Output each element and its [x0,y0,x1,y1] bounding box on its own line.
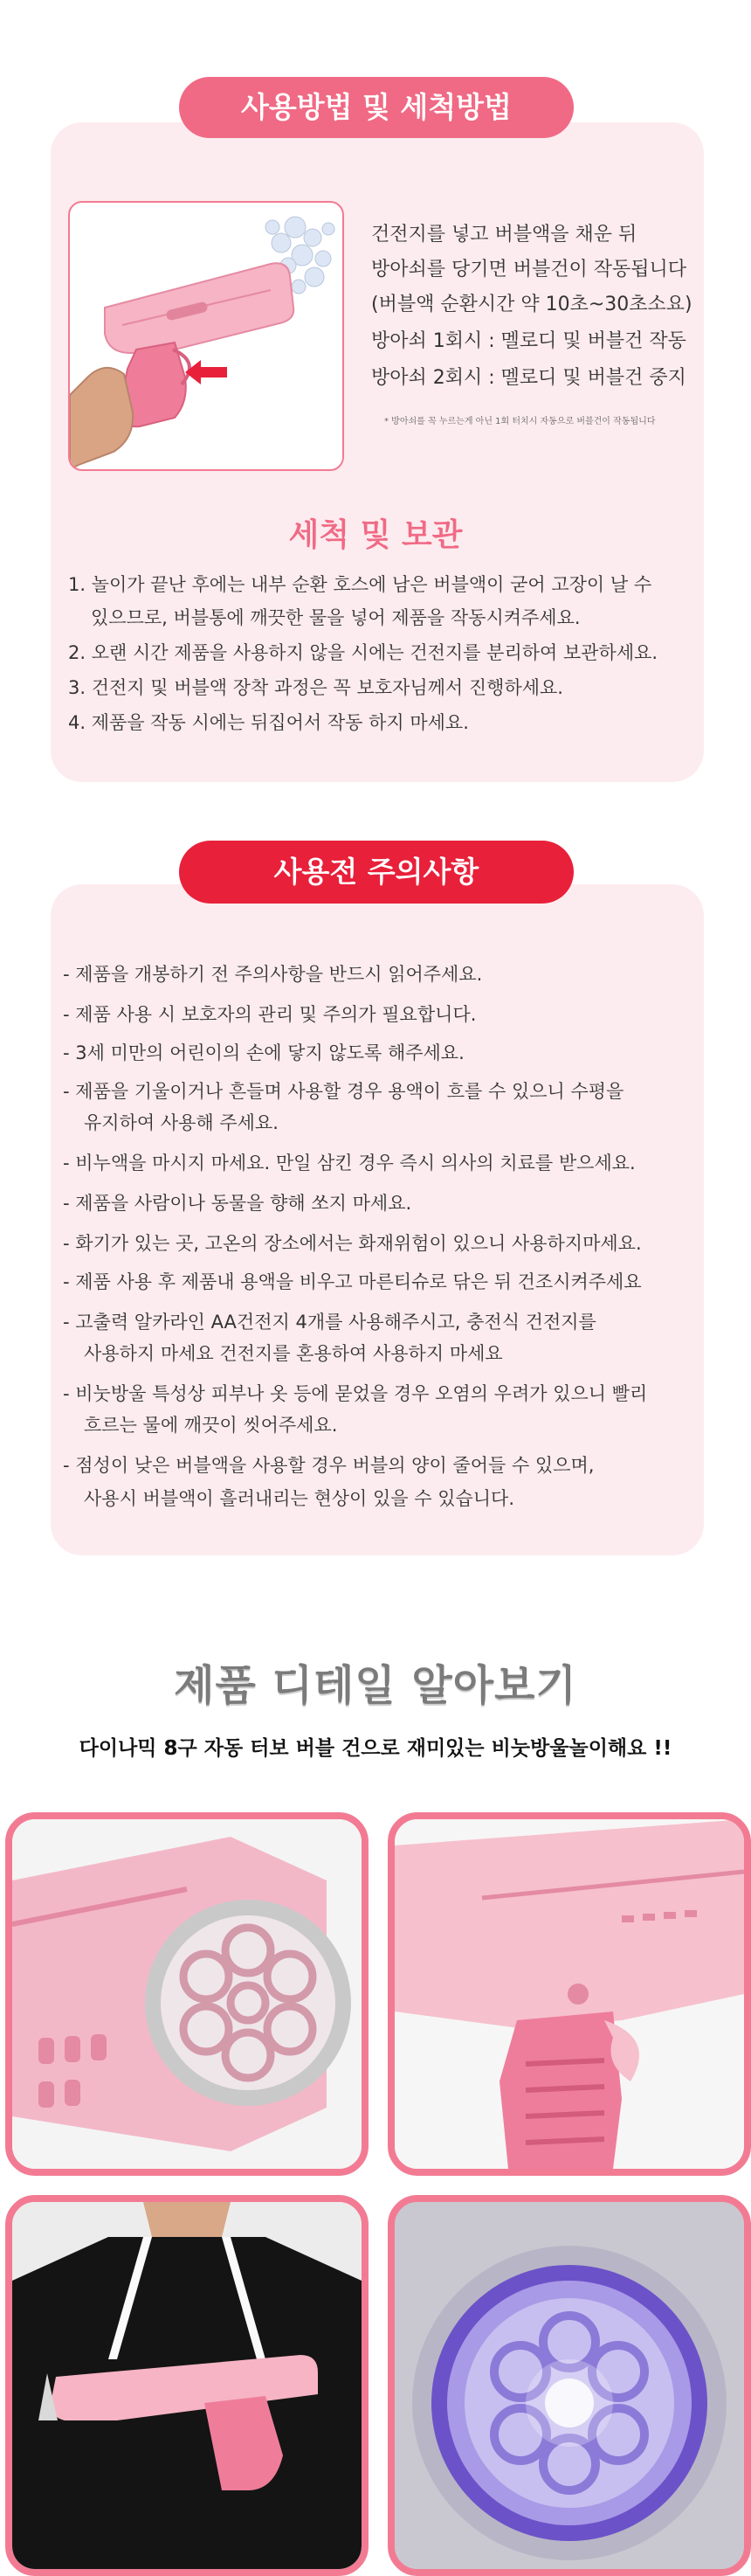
usage-note: * 방아쇠를 꼭 누르는게 아닌 1회 터치시 자동으로 버블건이 작동됩니다 [384,417,656,426]
detail-title: 제품 디테일 알아보기 [174,1661,577,1710]
caution-item: - 제품 사용 시 보호자의 관리 및 주의가 필요합니다. [63,1004,477,1025]
detail-subtitle: 다이나믹 8구 자동 터보 버블 건으로 재미있는 비눗방울놀이해요 !! [79,1737,672,1760]
usage-title: 사용방법 및 세척방법 [179,77,574,138]
usage-line: (버블액 순환시간 약 10초~30초소요) [371,294,692,315]
caution-item: - 화기가 있는 곳, 고온의 장소에서는 화재위험이 있으니 사용하지마세요. [63,1233,642,1254]
detail-photo-front [5,1812,369,2176]
clean-item: 2. 오랜 시간 제품을 사용하지 않을 시에는 건전지를 분리하여 보관하세요. [68,642,658,663]
usage-line: 방아쇠 1회시 : 멜로디 및 버블건 작동 [371,330,686,352]
usage-line: 건전지를 넣고 버블액을 채운 뒤 [371,224,637,246]
caution-item: 유지하여 사용해 주세요. [84,1112,279,1133]
usage-line: 방아쇠를 당기면 버블건이 작동됩니다 [371,259,687,280]
caution-item: - 제품을 사람이나 동물을 향해 쏘지 마세요. [63,1193,412,1214]
clean-item: 3. 건전지 및 버블액 장착 과정은 꼭 보호자님께서 진행하세요. [68,677,563,698]
caution-item: - 고출력 알카라인 AA건전지 4개를 사용해주시고, 충전식 건전지를 [63,1312,596,1333]
caution-item: 흐르는 물에 깨끗이 씻어주세요. [84,1415,338,1436]
usage-product-image [68,201,344,471]
clean-title: 세척 및 보관 [288,517,463,553]
caution-item: 사용하지 마세요 건전지를 혼용하여 사용하지 마세요 [84,1343,503,1364]
caution-title: 사용전 주의사항 [179,841,574,904]
clean-item: 1. 놀이가 끝난 후에는 내부 순환 호스에 남은 버블액이 굳어 고장이 날 수 [68,574,652,595]
caution-item: - 제품을 기울이거나 흔들며 사용할 경우 용액이 흐를 수 있으니 수평을 [63,1081,624,1102]
clean-item: 있으므로, 버블통에 깨끗한 물을 넣어 제품을 작동시켜주세요. [91,607,581,628]
caution-item: - 비누액을 마시지 마세요. 만일 삼킨 경우 즉시 의사의 치료를 받으세요. [63,1153,636,1174]
detail-photo-wearing [5,2195,369,2576]
detail-photo-handle [388,1812,751,2176]
caution-item: - 제품을 개봉하기 전 주의사항을 반드시 읽어주세요. [63,964,483,985]
caution-item: - 제품 사용 후 제품내 용액을 비우고 마른티슈로 닦은 뒤 건조시켜주세요 [63,1271,642,1292]
detail-photo-glow [388,2195,751,2576]
caution-item: - 비눗방울 특성상 피부나 옷 등에 묻었을 경우 오염의 우려가 있으니 빨리 [63,1383,648,1404]
caution-item: - 3세 미만의 어린이의 손에 닿지 않도록 해주세요. [63,1042,465,1063]
caution-item: 사용시 버블액이 흘러내리는 현상이 있을 수 있습니다. [84,1488,515,1509]
usage-line: 방아쇠 2회시 : 멜로디 및 버블건 중지 [371,367,686,389]
clean-item: 4. 제품을 작동 시에는 뒤집어서 작동 하지 마세요. [68,712,469,733]
caution-item: - 점성이 낮은 버블액을 사용할 경우 버블의 양이 줄어들 수 있으며, [63,1455,595,1476]
